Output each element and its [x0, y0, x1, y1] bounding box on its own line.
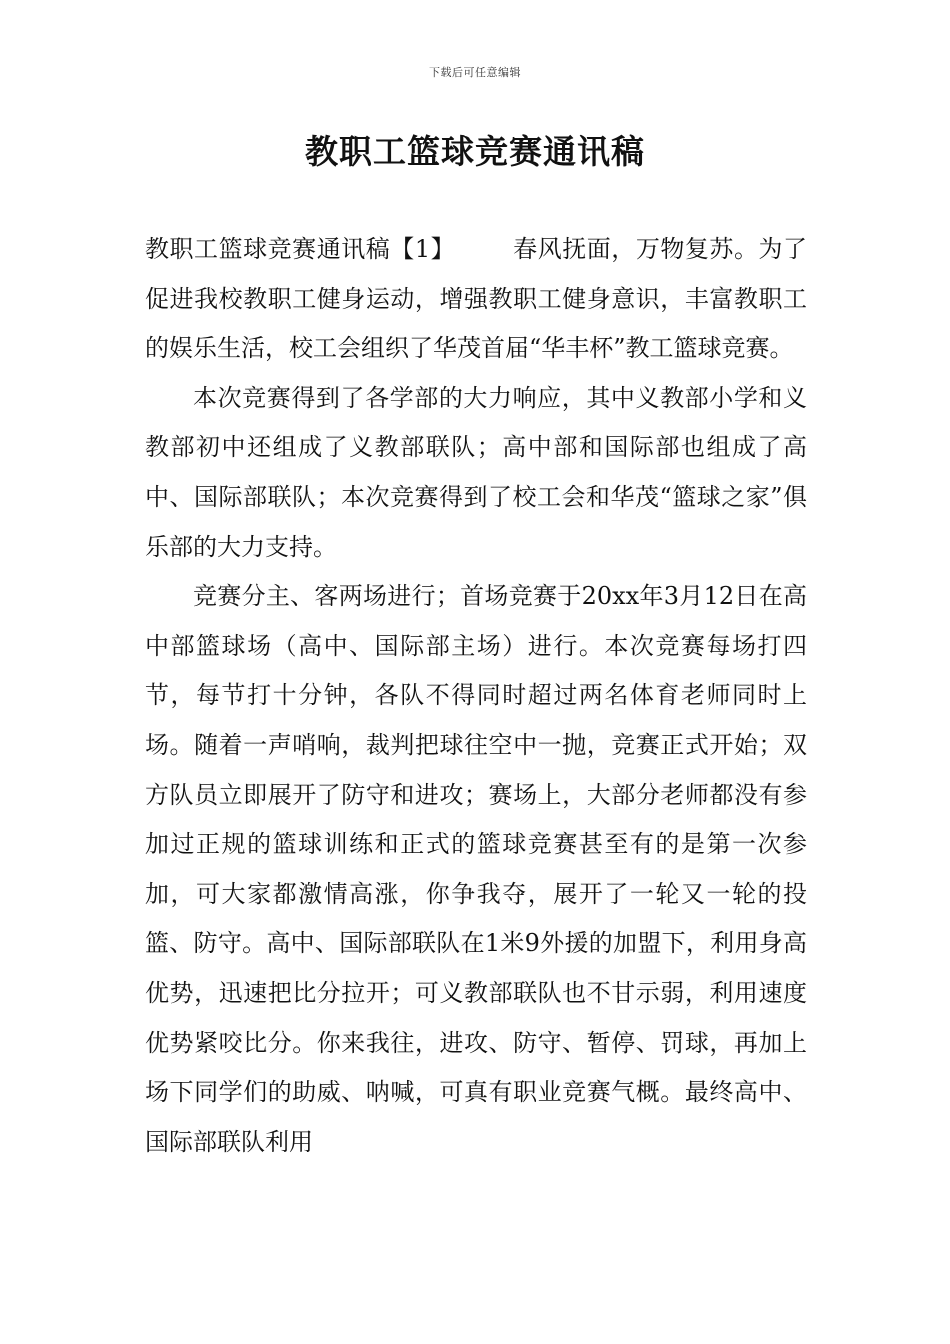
header-note: 下载后可任意编辑: [429, 66, 521, 79]
document-body: [145, 225, 807, 1167]
document-title: 教职工篮球竞赛通讯稿: [305, 132, 645, 171]
paragraph-3: 竞赛分主、客两场进行；首场竞赛于20xx年3月12日在高中部篮球场（高中、国际部主场）进行。本次竞赛每场打四节，每节打十分钟，各队不得同时超过两名体育老师同时上场。随着一声哨响，裁判把球往空中一抛，竞赛正式开始；双方队员立即展开了防守和进攻；赛场上，大部分老师都没有参加过正规的篮球训练和正式的篮球竞赛甚至有的是第一次参加，可大家都激情高涨，你争我夺，展开了一轮又一轮的投篮、防守。高中、国际部联队在1米9外援的加盟下，利用身高优势，迅速把比分拉开；可义教部联队也不甘示弱，利用速度优势紧咬比分。你来我往，进攻、防守、暂停、罚球，再加上场下同学们的助威、呐喊，可真有职业竞赛气概。最终高中、国际部联队利用: [145, 582, 807, 1156]
paragraph-1: [145, 225, 807, 374]
article-label: 教职工篮球竞赛通讯稿【1】: [145, 235, 456, 263]
paragraph-1-text: 春风抚面，万物复苏。为了促进我校教职工健身运动，增强教职工健身意识，丰富教职工的娱乐生活，校工会组织了华茂首届“华丰杯”教工篮球竞赛。: [145, 235, 808, 363]
paragraph-2: 本次竞赛得到了各学部的大力响应，其中义教部小学和义教部初中还组成了义教部联队；高中部和国际部也组成了高中、国际部联队；本次竞赛得到了校工会和华茂“篮球之家”俱乐部的大力支持。: [145, 383, 807, 561]
